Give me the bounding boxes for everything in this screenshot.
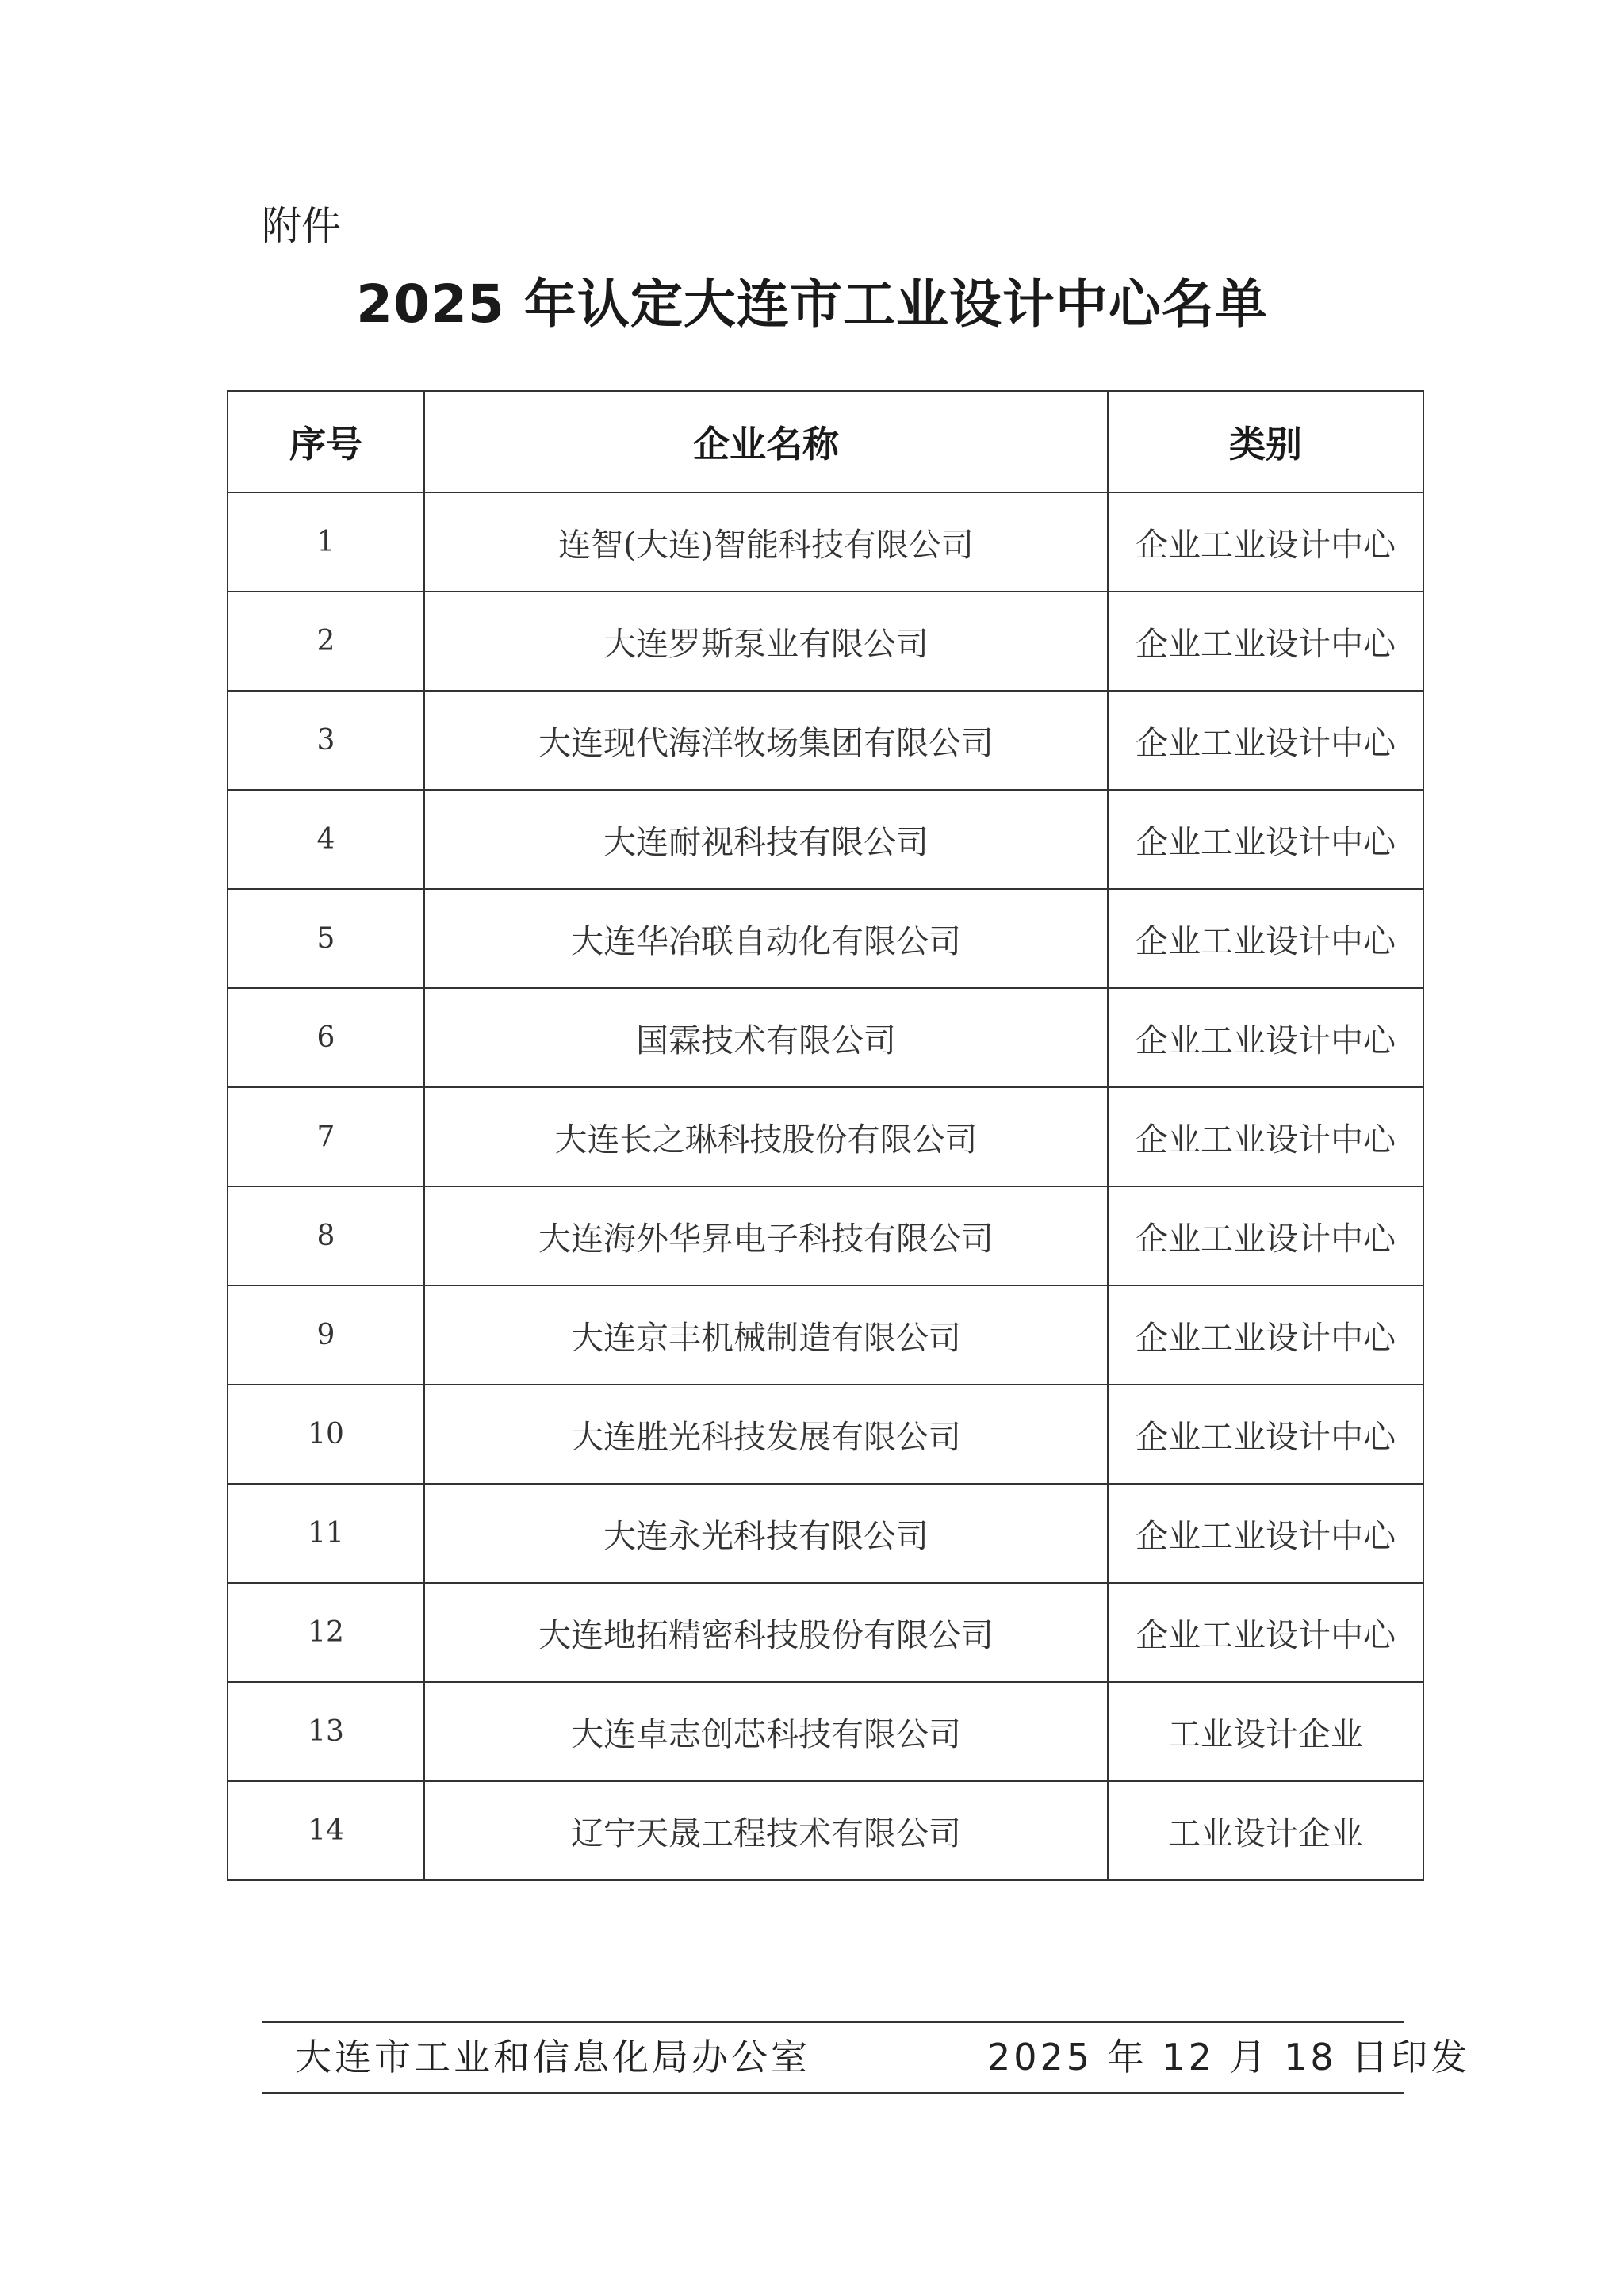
row-company: 连智(大连)智能科技有限公司 [424,492,1108,592]
footer-bottom-rule [262,2092,1404,2094]
row-category: 企业工业设计中心 [1108,1186,1423,1285]
table-row [228,790,1423,889]
row-company: 大连华冶联自动化有限公司 [424,889,1108,988]
row-company: 国霖技术有限公司 [424,988,1108,1087]
table-row [228,1583,1423,1682]
row-category: 企业工业设计中心 [1108,691,1423,790]
row-index: 6 [228,988,424,1087]
row-category: 企业工业设计中心 [1108,1087,1423,1186]
row-index: 14 [228,1781,424,1880]
footer-top-rule [262,2021,1404,2023]
row-company: 大连永光科技有限公司 [424,1484,1108,1583]
row-index: 10 [228,1385,424,1484]
table-row [228,1484,1423,1583]
footer-issuer: 大连市工业和信息化局办公室 [295,2036,810,2079]
row-category: 企业工业设计中心 [1108,492,1423,592]
table-row [228,889,1423,988]
row-company: 大连现代海洋牧场集团有限公司 [424,691,1108,790]
row-category: 企业工业设计中心 [1108,988,1423,1087]
page-title: 2025 年认定大连市工业设计中心名单 [356,274,1268,335]
row-company: 大连罗斯泵业有限公司 [424,592,1108,691]
row-category: 企业工业设计中心 [1108,790,1423,889]
attachment-label: 附件 [262,203,341,249]
row-category: 企业工业设计中心 [1108,889,1423,988]
row-company: 大连耐视科技有限公司 [424,790,1108,889]
row-company: 大连京丰机械制造有限公司 [424,1285,1108,1385]
row-index: 5 [228,889,424,988]
table-row [228,691,1423,790]
row-company: 大连海外华昇电子科技有限公司 [424,1186,1108,1285]
company-list-table [227,390,1424,1881]
table-row [228,1781,1423,1880]
row-category: 工业设计企业 [1108,1781,1423,1880]
table-row [228,1285,1423,1385]
row-index: 12 [228,1583,424,1682]
row-index: 1 [228,492,424,592]
row-company: 辽宁天晟工程技术有限公司 [424,1781,1108,1880]
table-row [228,1682,1423,1781]
row-index: 11 [228,1484,424,1583]
row-company: 大连长之琳科技股份有限公司 [424,1087,1108,1186]
table-header-row [228,391,1423,492]
table-row [228,1385,1423,1484]
row-index: 7 [228,1087,424,1186]
table-row [228,592,1423,691]
row-index: 8 [228,1186,424,1285]
row-index: 3 [228,691,424,790]
row-category: 企业工业设计中心 [1108,1583,1423,1682]
row-category: 工业设计企业 [1108,1682,1423,1781]
footer-date: 2025 年 12 月 18 日印发 [987,2036,1471,2079]
table-row [228,1186,1423,1285]
header-category: 类别 [1108,391,1423,492]
table-row [228,492,1423,592]
row-category: 企业工业设计中心 [1108,1385,1423,1484]
row-index: 2 [228,592,424,691]
row-company: 大连胜光科技发展有限公司 [424,1385,1108,1484]
table-row [228,988,1423,1087]
row-category: 企业工业设计中心 [1108,1484,1423,1583]
row-company: 大连地拓精密科技股份有限公司 [424,1583,1108,1682]
row-index: 4 [228,790,424,889]
header-company: 企业名称 [424,391,1108,492]
row-company: 大连卓志创芯科技有限公司 [424,1682,1108,1781]
row-category: 企业工业设计中心 [1108,592,1423,691]
header-index: 序号 [228,391,424,492]
row-index: 13 [228,1682,424,1781]
row-category: 企业工业设计中心 [1108,1285,1423,1385]
row-index: 9 [228,1285,424,1385]
table-row [228,1087,1423,1186]
